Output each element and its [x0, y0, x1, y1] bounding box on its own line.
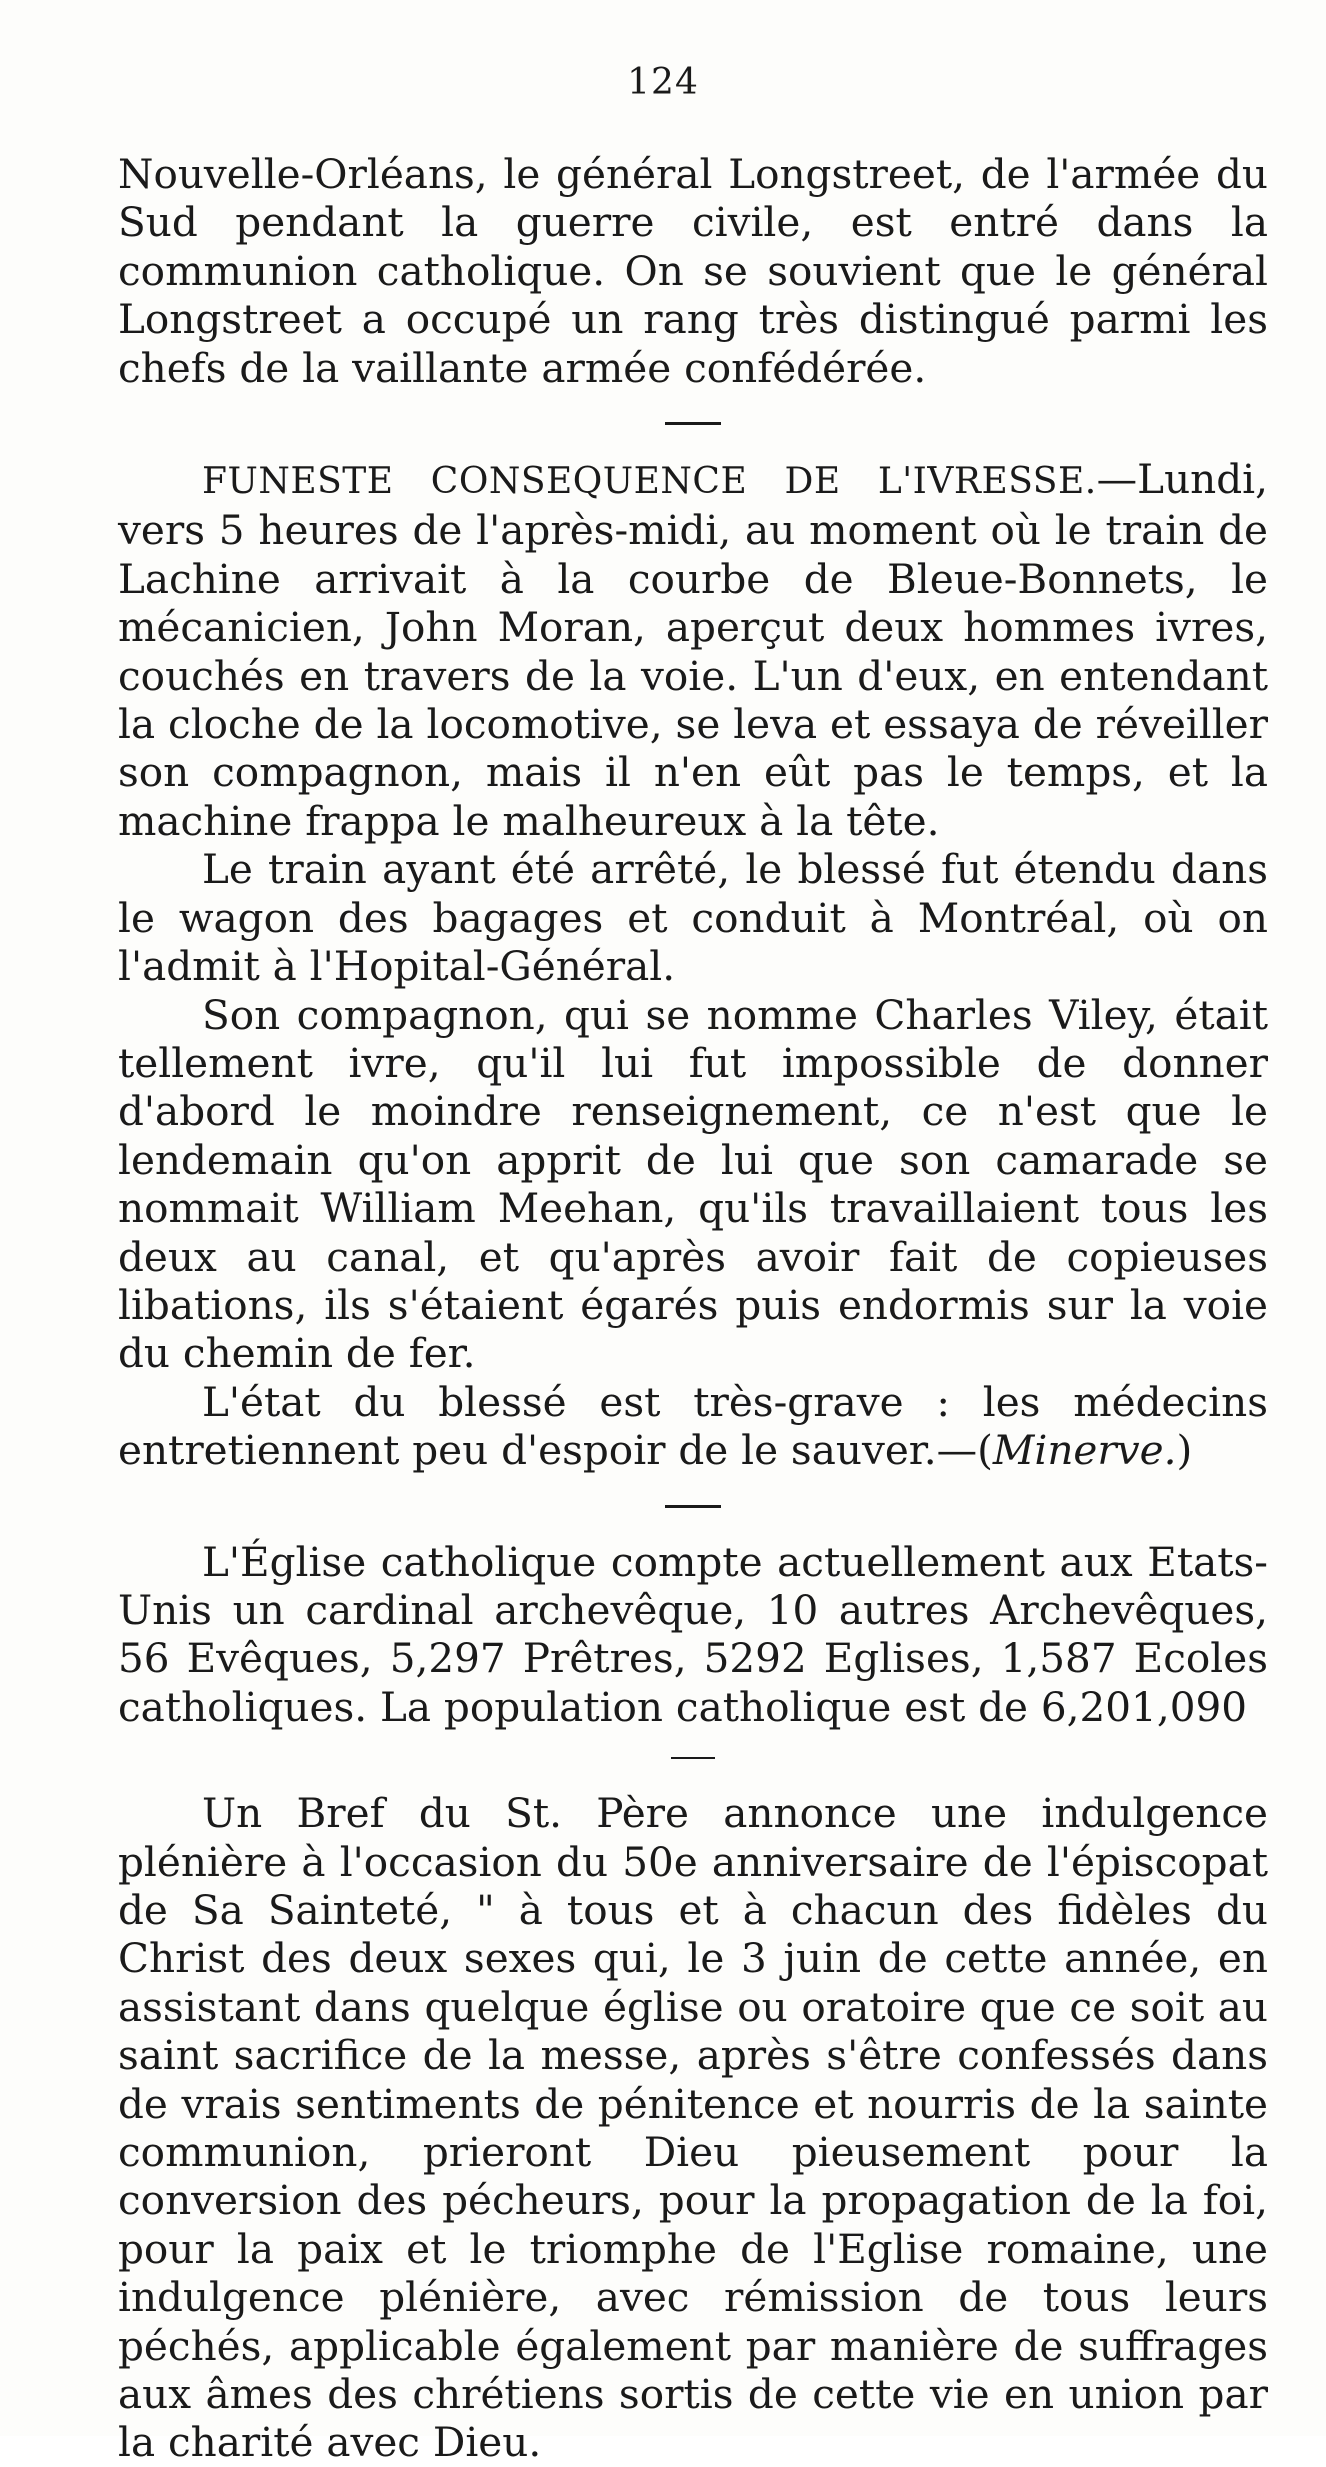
section-divider	[671, 1757, 715, 1759]
paragraph-bref: Un Bref du St. Père annonce une indulgence plénière à l'occasion du 50e anniversaire de l'épiscopat de Sa Sainteté, " à tous et à chacun des fidèles du Christ des deux sexes qui, le 3 juin de cette année, en assistant dans quelque église ou oratoire que ce soit au saint sacrifice de la messe, après s'être confessés dans de vrais sentiments de pénitence et nourris de la sainte communion, prieront Dieu pieusement pour la conversion des pécheurs, pour la propagation de la foi, pour la paix et le triomphe de l'Eglise romaine, une indulgence plénière, avec rémission de tous leurs péchés, applicable également par manière de suffrages aux âmes des chrétiens sortis de cette vie en union par la charité avec Dieu.	[118, 1789, 1268, 2467]
paragraph-ivresse-3: Son compagnon, qui se nomme Charles Viley, était tellement ivre, qu'il lui fut impossible de donner d'abord le moindre renseignement, ce n'est que le lendemain qu'on apprit de lui que son camarade se nommait William Meehan, qu'ils travaillaient tous les deux au canal, et qu'après avoir fait de copieuses libations, ils s'étaient égarés puis endormis sur la voie du chemin de fer.	[118, 990, 1268, 1378]
paragraph-longstreet: Nouvelle-Orléans, le général Longstreet, de l'armée du Sud pendant la guerre civile, est entré dans la communion catholique. On se souvient que le général Longstreet a occupé un rang très distingué parmi les chefs de la vaillante armée confédérée.	[118, 150, 1268, 392]
section-divider	[665, 422, 721, 425]
article-heading: FUNESTE CONSEQUENCE DE L'IVRESSE.	[202, 461, 1097, 503]
paragraph-ivresse-4	[118, 1378, 1268, 1475]
section-divider	[665, 1505, 721, 1508]
paragraph-ivresse-4-text: L'état du blessé est très-grave : les médecins entretiennent peu d'espoir de le sauver.—(	[118, 1377, 1268, 1475]
page-body	[118, 150, 1268, 2467]
paragraph-ivresse-2: Le train ayant été arrêté, le blessé fut étendu dans le wagon des bagages et conduit à Montréal, où on l'admit à l'Hopital-Général.	[118, 845, 1268, 991]
paragraph-ivresse-1	[118, 455, 1268, 845]
paragraph-ivresse-1-text: —Lundi, vers 5 heures de l'après-midi, au moment où le train de Lachine arrivait à la courbe de Bleue-Bonnets, le mécanicien, John Moran, aperçut deux hommes ivres, couchés en travers de la voie. L'un d'eux, en entendant la cloche de la locomotive, se leva et essaya de réveiller son compagnon, mais il n'en eût pas le temps, et la machine frappa le malheureux à la tête.	[118, 455, 1268, 845]
source-citation: Minerve.	[992, 1426, 1177, 1475]
paragraph-eglise: L'Église catholique compte actuellement aux Etats-Unis un cardinal archevêque, 10 autres Archevêques, 56 Evêques, 5,297 Prêtres, 5292 Eglises, 1,587 Ecoles catholiques. La population catholique est de 6,201,090	[118, 1537, 1268, 1731]
source-citation-close: )	[1176, 1426, 1193, 1475]
page-number: 124	[627, 62, 699, 103]
